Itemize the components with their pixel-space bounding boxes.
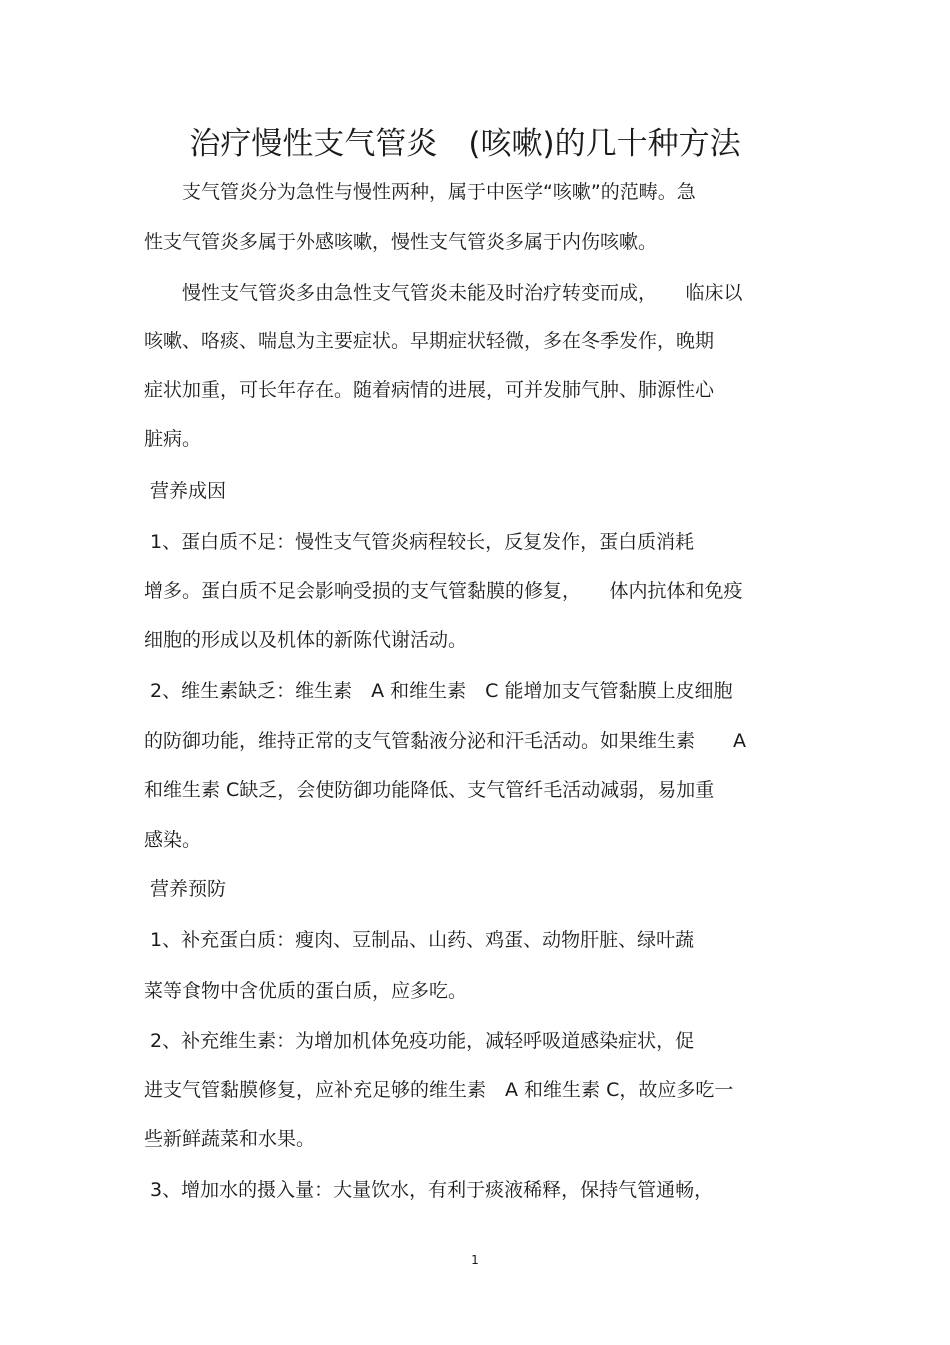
document-title: 治疗慢性支气管炎 (咳嗽)的几十种方法 bbox=[189, 126, 741, 162]
paragraph-line: 性支气管炎多属于外感咳嗽，慢性支气管炎多属于内伤咳嗽。 bbox=[144, 231, 658, 253]
paragraph-line: 1、蛋白质不足：慢性支气管炎病程较长，反复发作，蛋白质消耗 bbox=[144, 531, 695, 553]
paragraph-line: 进支气管黏膜修复，应补充足够的维生素 A 和维生素 C，故应多吃一 bbox=[144, 1079, 734, 1101]
paragraph-line: 咳嗽、咯痰、喘息为主要症状。早期症状轻微，多在冬季发作，晚期 bbox=[144, 330, 715, 352]
paragraph-line: 症状加重，可长年存在。随着病情的进展，可并发肺气肿、肺源性心 bbox=[144, 379, 715, 401]
paragraph-line: 和维生素 C缺乏，会使防御功能降低、支气管纤毛活动减弱，易加重 bbox=[144, 779, 715, 801]
page-number: 1 bbox=[471, 1253, 479, 1267]
section-heading: 营养成因 bbox=[144, 480, 227, 502]
paragraph-line: 2、补充维生素：为增加机体免疫功能，减轻呼吸道感染症状，促 bbox=[144, 1030, 695, 1052]
section-heading: 营养预防 bbox=[144, 878, 227, 900]
paragraph-line: 的防御功能，维持正常的支气管黏液分泌和汗毛活动。如果维生素 A bbox=[144, 730, 746, 752]
paragraph-line: 菜等食物中含优质的蛋白质，应多吃。 bbox=[144, 980, 468, 1002]
paragraph-line: 支气管炎分为急性与慢性两种，属于中医学“咳嗽”的范畴。急 bbox=[144, 181, 696, 203]
paragraph-line: 增多。蛋白质不足会影响受损的支气管黏膜的修复， 体内抗体和免疫 bbox=[144, 580, 743, 602]
paragraph-line: 脏病。 bbox=[144, 428, 202, 450]
paragraph-line: 些新鲜蔬菜和水果。 bbox=[144, 1128, 316, 1150]
paragraph-line: 1、补充蛋白质：瘦肉、豆制品、山药、鸡蛋、动物肝脏、绿叶蔬 bbox=[144, 929, 695, 951]
paragraph-line: 3、增加水的摄入量：大量饮水，有利于痰液稀释，保持气管通畅， bbox=[144, 1179, 714, 1201]
paragraph-line: 细胞的形成以及机体的新陈代谢活动。 bbox=[144, 629, 468, 651]
paragraph-line: 2、维生素缺乏：维生素 A 和维生素 C 能增加支气管黏膜上皮细胞 bbox=[144, 680, 733, 702]
paragraph-line: 感染。 bbox=[144, 829, 202, 851]
paragraph-line: 慢性支气管炎多由急性支气管炎未能及时治疗转变而成， 临床以 bbox=[144, 282, 743, 304]
